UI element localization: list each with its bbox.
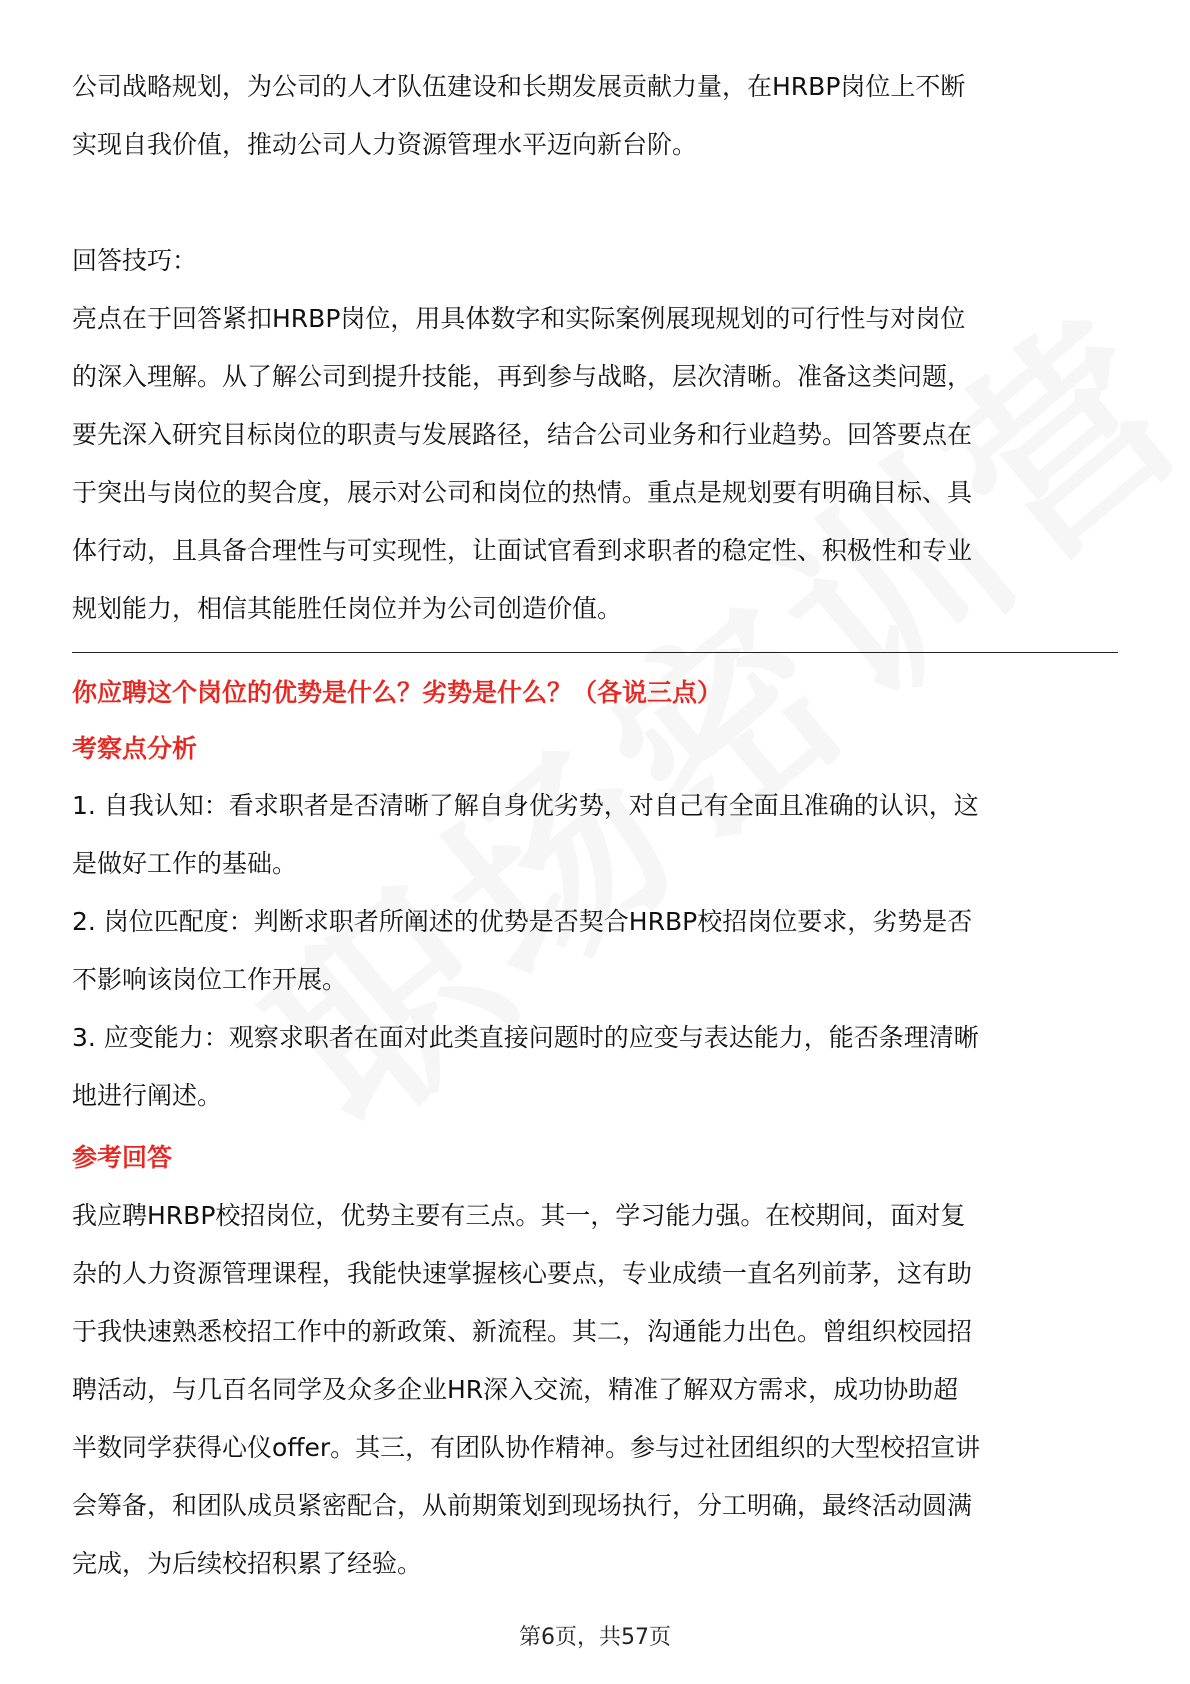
text-line: 聘活动，与几百名同学及众多企业HR深入交流，精准了解双方需求，成功协助超	[72, 1375, 959, 1404]
text-line: 于我快速熟悉校招工作中的新政策、新流程。其二，沟通能力出色。曾组织校园招	[72, 1317, 973, 1346]
tips-label: 回答技巧：	[72, 246, 198, 275]
text-line: 实现自我价值，推动公司人力资源管理水平迈向新台阶。	[72, 130, 698, 159]
text-line: 3. 应变能力：观察求职者在面对此类直接问题时的应变与表达能力，能否条理清晰	[72, 1023, 979, 1052]
tips-section	[72, 232, 1118, 638]
section-divider	[72, 652, 1118, 653]
text-line: 我应聘HRBP校招岗位，优势主要有三点。其一，学习能力强。在校期间，面对复	[72, 1201, 966, 1230]
text-line: 的深入理解。从了解公司到提升技能，再到参与战略，层次清晰。准备这类问题，	[72, 362, 973, 391]
text-line: 会筹备，和团队成员紧密配合，从前期策划到现场执行，分工明确，最终活动圆满	[72, 1491, 973, 1520]
text-line: 1. 自我认知：看求职者是否清晰了解自身优劣势，对自己有全面且准确的认识，这	[72, 791, 979, 820]
text-line: 不影响该岗位工作开展。	[72, 965, 348, 994]
question-section	[72, 665, 1118, 1593]
text-line: 亮点在于回答紧扣HRBP岗位，用具体数字和实际案例展现规划的可行性与对岗位	[72, 304, 966, 333]
document-page	[72, 58, 1118, 1593]
text-line: 2. 岗位匹配度：判断求职者所阐述的优势是否契合HRBP校招岗位要求，劣势是否	[72, 907, 973, 936]
page-number: 第6页，共57页	[519, 1625, 671, 1650]
text-line: 完成，为后续校招积累了经验。	[72, 1549, 423, 1578]
text-line: 公司战略规划，为公司的人才队伍建设和长期发展贡献力量，在HRBP岗位上不断	[72, 72, 966, 101]
text-line: 要先深入研究目标岗位的职责与发展路径，结合公司业务和行业趋势。回答要点在	[72, 420, 973, 449]
text-line: 体行动，且具备合理性与可实现性，让面试官看到求职者的稳定性、积极性和专业	[72, 536, 973, 565]
intro-paragraph	[72, 58, 1118, 174]
text-line: 是做好工作的基础。	[72, 849, 298, 878]
question-title: 你应聘这个岗位的优势是什么？劣势是什么？（各说三点）	[72, 678, 723, 707]
text-line: 于突出与岗位的契合度，展示对公司和岗位的热情。重点是规划要有明确目标、具	[72, 478, 973, 507]
text-line: 杂的人力资源管理课程，我能快速掌握核心要点，专业成绩一直名列前茅，这有助	[72, 1259, 973, 1288]
text-line: 地进行阐述。	[72, 1081, 223, 1110]
text-line: 规划能力，相信其能胜任岗位并为公司创造价值。	[72, 594, 623, 623]
analysis-heading: 考察点分析	[72, 734, 198, 763]
answer-heading: 参考回答	[72, 1143, 173, 1172]
text-line: 半数同学获得心仪offer。其三，有团队协作精神。参与过社团组织的大型校招宣讲	[72, 1433, 981, 1462]
